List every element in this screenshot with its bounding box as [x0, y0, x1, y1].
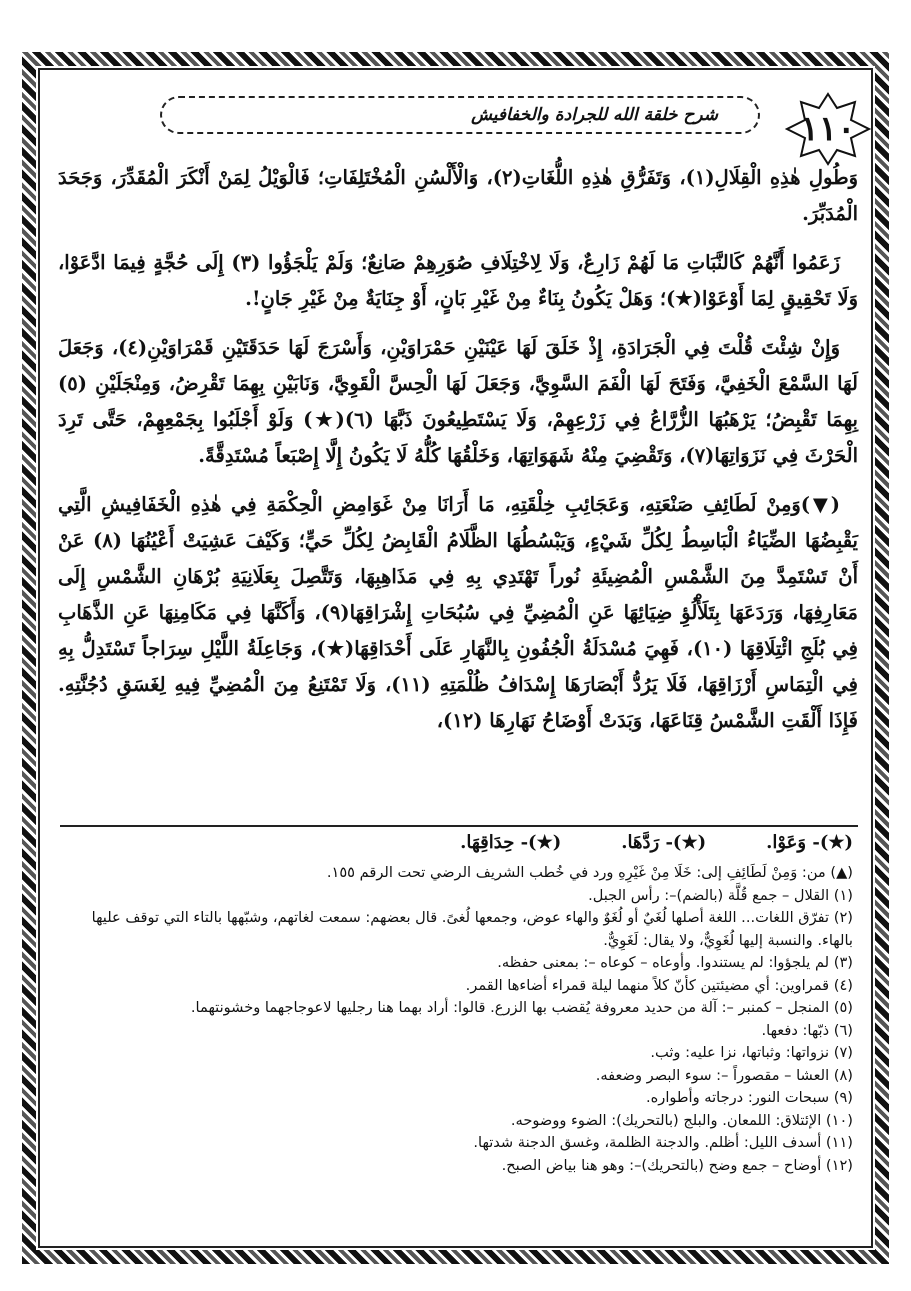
footnote-separator	[60, 825, 858, 827]
star-note: (★)- وَعَوْا.	[766, 832, 853, 853]
footnote: (١١) أسدف الليل: أظلم. والدجنة الظلمة، وغسق الدجنة شدتها.	[473, 1134, 853, 1151]
running-title-box	[160, 96, 760, 134]
footnote: (٧) نزواتها: وثباتها، نزا عليه: وثب.	[650, 1044, 853, 1061]
star-variant-notes	[460, 832, 853, 853]
paragraph-4: (▼)وَمِنْ لَطَائِفِ صَنْعَتِهِ، وَعَجَائِبِ خِلْقَتِهِ، مَا أَرَانَا مِنْ غَوَامِضِ الْحِكْمَةِ فِي هٰذِهِ الْخَفَافِيشِ الَّتِي يَقْبِضُهَا الضِّيَاءُ الْبَاسِطُ لِكُلِّ شَيْءٍ، وَيَبْسُطُهَا الظَّلَامُ الْقَابِضُ لِكُلِّ حَيٍّ؛ وَكَيْفَ عَشِيَتْ أَعْيُنُهَا (٨) عَنْ أَنْ تَسْتَمِدَّ مِنَ الشَّمْسِ الْمُضِيئَةِ نُوراً تَهْتَدِي بِهِ فِي مَذَاهِبِهَا، وَتَتَّصِلَ بِعَلَانِيَةِ بُرْهَانِ الشَّمْسِ إِلَى مَعَارِفِهَا، وَرَدَعَهَا بِتَلَأْلُؤِ ضِيَائِهَا عَنِ الْمُضِيِّ فِي سُبُحَاتِ إِشْرَاقِهَا(٩)، وَأَكَنَّهَا فِي مَكَامِنِهَا عَنِ الذَّهَابِ فِي بُلَجِ ائْتِلَاقِهَا (١٠)، فَهِيَ مُسْدَلَةُ الْجُفُونِ بِالنَّهَارِ عَلَى أَحْدَاقِهَا(★)، وَجَاعِلَةُ اللَّيْلِ سِرَاجاً تَسْتَدِلُّ بِهِ فِي الْتِمَاسِ أَرْزَاقِهَا، فَلَا يَرُدُّ أَبْصَارَهَا إِسْدَافُ ظُلْمَتِهِ (١١)، وَلَا تَمْتَنِعُ مِنَ الْمُضِيِّ فِيهِ لِغَسَقِ دُجُنَّتِهِ. فَإِذَا أَلْقَتِ الشَّمْسُ قِنَاعَهَا، وَبَدَتْ أَوْضَاحُ نَهَارِهَا (١٢)،	[58, 493, 858, 732]
footnote: (٤) قمراوين: أي مضيئتين كأنّ كلاً منهما ليلة قمراء أضاءها القمر.	[465, 976, 853, 994]
paragraph-2: زَعَمُوا أَنَّهُمْ كَالنَّبَاتِ مَا لَهُمْ زَارِعٌ، وَلَا لِاخْتِلَافِ صُوَرِهِمْ صَانِعٌ؛ وَلَمْ يَلْجَؤُوا (٣) إِلَى حُجَّةٍ فِيمَا ادَّعَوْا، وَلَا تَحْقِيقٍ لِمَا أَوْعَوْا(★)؛ وَهَلْ يَكُونُ بِنَاءٌ مِنْ غَيْرِ بَانٍ، أَوْ جِنَايَةٌ مِنْ غَيْرِ جَانٍ!.	[58, 251, 858, 310]
footnote: (١٠) الإئتلاق: اللمعان. والبلج (بالتحريك): الضوء ووضوحه.	[510, 1111, 853, 1129]
main-text	[58, 160, 858, 752]
footnote: (٦) ذبّها: دفعها.	[761, 1021, 853, 1039]
footnote: (٣) لم يلجؤوا: لم يستندوا. وأوعاه – كوعاه –: بمعنى حفظه.	[497, 954, 853, 971]
running-title: شرح خلقة الله للجرادة والخفافيش	[471, 105, 718, 125]
page-header	[140, 92, 760, 144]
footnote: (٢) تفرّق اللغات... اللغة أصلها لُغَيٌ أو لُغَوٌ والهاء عوض، وجمعها لُغىً. قال بعضهم: سمعت لغاتهم، وشبّهها بالتاء التي توقف عليها بالهاء. والنسبة إليها لُغَوِيٌّ، ولا يقال: لَغَوِيٌّ.	[91, 909, 853, 949]
footnote: (٥) المنجل – كمنبر –: آلة من حديد معروفة يُقضب بها الزرع. قالوا: أراد بهما هنا رجليها لاعوجاجهما وخشونتهما.	[190, 999, 853, 1016]
footnote: (٩) سبحات النور: درجاته وأطواره.	[646, 1089, 853, 1106]
star-note: (★)- حِدَاقِهَا.	[460, 832, 562, 853]
paragraph-1: وَطُولِ هٰذِهِ الْقِلَالِ(١)، وَتَفَرُّقِ هٰذِهِ اللُّغَاتِ(٢)، وَالْأَلْسُنِ الْمُخْتَلِفَاتِ؛ فَالْوَيْلُ لِمَنْ أَنْكَرَ الْمُقَدِّرَ، وَجَحَدَ الْمُدَبِّرَ.	[58, 166, 858, 225]
footnote: (١) القلال – جمع قُلَّة (بالضم)–: رأس الجبل.	[588, 886, 853, 904]
page-number-badge	[785, 92, 871, 166]
page-number: ١١٠	[800, 109, 856, 149]
footnote: (▲) من: وَمِنْ لَطَائِفِ إلى: خَلَا مِنْ غَيْرِهِ ورد في خُطب الشريف الرضي تحت الرقم ١٥٥.	[326, 864, 853, 881]
star-note: (★)- رَدَّهَا.	[621, 832, 707, 853]
footnote: (٨) العشا – مقصوراً –: سوء البصر وضعفه.	[595, 1066, 853, 1084]
footnotes	[53, 862, 853, 1177]
footnote: (١٢) أوضاح – جمع وضح (بالتحريك)–: وهو هنا بياض الصبح.	[501, 1156, 853, 1174]
paragraph-3: وَإِنْ شِئْتَ قُلْتَ فِي الْجَرَادَةِ، إِذْ خَلَقَ لَهَا عَيْنَيْنِ حَمْرَاوَيْنِ، وَأَسْرَجَ لَهَا حَدَقَتَيْنِ قَمْرَاوَيْنِ(٤)، وَجَعَلَ لَهَا السَّمْعَ الْخَفِيَّ، وَفَتَحَ لَهَا الْفَمَ السَّوِيَّ، وَجَعَلَ لَهَا الْحِسَّ الْقَوِيَّ، وَنَابَيْنِ بِهِمَا تَقْرِضُ، وَمِنْجَلَيْنِ (٥) بِهِمَا تَقْبِضُ؛ يَرْهَبُهَا الزُّرَّاعُ فِي زَرْعِهِمْ، وَلَا يَسْتَطِيعُونَ ذَبَّهَا (٦)(★) وَلَوْ أَجْلَبُوا بِجَمْعِهِمْ، حَتَّى تَرِدَ الْحَرْثَ فِي نَزَوَاتِهَا(٧)، وَتَقْضِيَ مِنْهُ شَهَوَاتِهَا، وَخَلْقُهَا كُلُّهُ لَا يَكُونُ إِلَّا إِصْبَعاً مُسْتَدِقَّةً.	[58, 336, 858, 467]
